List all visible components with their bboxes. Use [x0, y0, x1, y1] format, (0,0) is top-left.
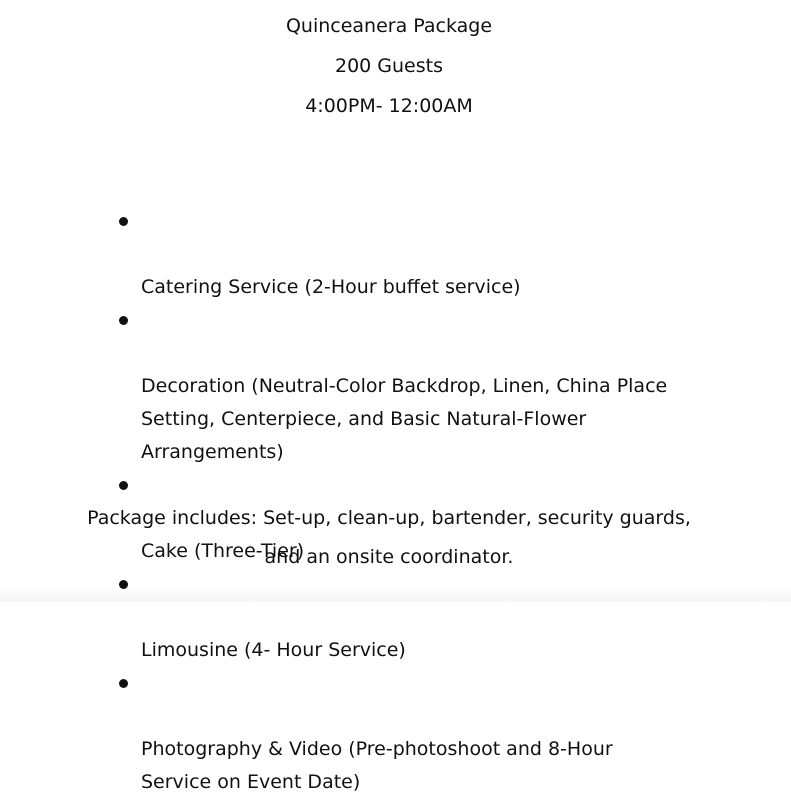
guest-count: 200 Guests: [334, 55, 443, 77]
bullet-icon: [119, 679, 128, 688]
service-text: Decoration (Neutral-Color Backdrop, Linen, China Place Setting, Centerpiece, and Basic Natural-Flower Arrangements): [141, 375, 668, 463]
event-hours: 4:00PM- 12:00AM: [305, 95, 473, 117]
bullet-icon: [119, 217, 128, 226]
service-item-limousine: [115, 568, 695, 667]
service-text: Cake (Three-Tier): [141, 540, 305, 562]
service-text: Limousine (4- Hour Service): [141, 639, 406, 661]
services-list: [115, 205, 695, 799]
bullet-icon: [119, 580, 128, 589]
bullet-icon: [119, 316, 128, 325]
package-title: Quinceanera Package: [285, 15, 493, 37]
service-item-catering: [115, 205, 695, 304]
package-includes-line-1: Package includes: Set-up, clean-up, bartender, security guards,: [87, 507, 691, 529]
service-item-decoration: [115, 304, 695, 469]
package-includes-line-2: and an onsite coordinator.: [264, 546, 514, 568]
service-text: Catering Service (2-Hour buffet service): [141, 276, 521, 298]
service-item-photography: [115, 667, 695, 799]
service-text: Photography & Video (Pre-photoshoot and 8-Hour Service on Event Date): [141, 738, 613, 793]
bullet-icon: [119, 481, 128, 490]
